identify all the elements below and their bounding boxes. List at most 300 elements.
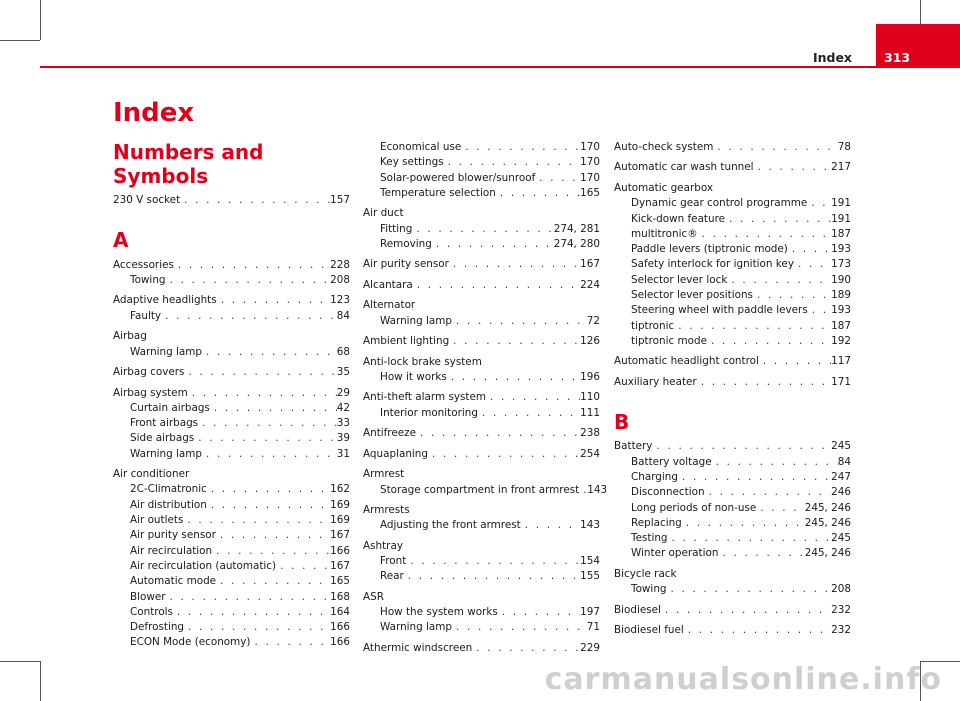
dot-leader [444,155,581,170]
page-number-box [876,24,960,68]
index-entry-row [363,467,600,482]
page-reference: 157 [330,194,350,207]
index-term: Towing [130,273,166,286]
index-entry-row [614,160,851,175]
index-subentry-row [113,513,350,528]
index-term: Automatic mode [130,575,217,588]
page-reference: 31 [336,447,350,460]
index-subentry-row [113,416,350,431]
page-reference: 228 [330,258,350,271]
index-entry-row [363,590,600,605]
index-term: Air outlets [130,514,184,527]
page-reference: 123 [330,294,350,307]
page-reference: 238 [580,427,600,440]
dot-leader [652,439,831,454]
section-gap [113,208,350,228]
index-term: Aquaplaning [363,447,428,460]
index-term: Testing [631,532,668,545]
index-term: Safety interlock for ignition key [631,258,794,271]
index-subentry-row [363,569,600,584]
index-column-1 [113,140,350,651]
index-subentry-row [614,455,851,470]
page-reference: 245, 246 [804,501,851,514]
dot-leader [579,483,587,498]
index-entry [363,426,600,441]
index-term: ASR [363,590,384,603]
index-subentry-row [614,257,851,272]
index-term: Warning lamp [130,447,202,460]
page-reference: 170 [580,141,600,153]
page-reference: 247 [831,470,851,483]
index-entry-row [363,539,600,554]
index-term: Warning lamp [380,314,452,327]
page-reference: 170 [580,156,600,169]
index-entry-row [363,278,600,293]
page-reference: 72 [586,314,600,327]
page-reference: 173 [831,258,851,271]
index-subentry-row [614,303,851,318]
index-subentry-row [113,635,350,650]
dot-leader [807,196,831,211]
index-term: Auxiliary heater [614,375,697,388]
dot-leader [713,140,837,155]
index-entry-row [614,375,851,390]
index-subentry-row [363,605,600,620]
index-term: Air recirculation [130,544,213,557]
index-subentry-row [113,482,350,497]
dot-leader [432,237,554,252]
index-subentry-row [614,273,851,288]
page-reference: 193 [831,243,851,256]
dot-leader [452,620,587,635]
dot-leader [188,386,337,401]
index-term: Rear [380,570,404,583]
index-term: Controls [130,605,173,618]
index-subentry-row [113,401,350,416]
dot-leader [210,401,337,416]
index-entry [614,375,851,390]
page-reference: 117 [831,355,851,368]
page-reference: 167 [330,559,350,572]
index-term: Air recirculation (automatic) [130,559,277,572]
index-subentry-row [614,319,851,334]
index-term: Towing [631,583,667,596]
index-subentry-row [363,483,608,498]
index-column-3 [614,140,851,639]
index-subentry-row [614,582,851,597]
dot-leader [718,546,804,561]
dot-leader [472,641,580,656]
page-reference: 29 [336,386,350,399]
index-term: Automatic headlight control [614,355,759,368]
page-reference: 71 [586,621,600,634]
index-term: tiptronic [631,319,675,332]
page-reference: 42 [336,401,350,414]
page-reference: 232 [831,624,851,637]
watermark: carmanualsonline.info [544,662,942,697]
page-reference: 84 [336,309,350,322]
index-subentry-row [363,314,600,329]
index-entry-row [363,334,600,349]
index-term: Fitting [380,222,413,235]
page-reference: 190 [831,273,851,286]
index-entry [614,623,851,638]
dot-leader [161,309,337,324]
index-term: Blower [130,590,166,603]
index-term: Selector lever positions [631,289,753,302]
running-header-title: Index [812,50,852,65]
index-term: Automatic car wash tunnel [614,161,754,174]
page-reference: 165 [580,186,600,199]
index-entry-row [614,567,851,582]
index-term: Battery [614,440,653,453]
index-entry-row [363,641,600,656]
dot-leader [727,273,831,288]
index-subentry-row [614,227,851,242]
dot-leader [697,375,831,390]
index-entry-row [363,257,600,272]
index-entry [363,641,600,656]
dot-leader [207,498,330,513]
index-term: 2C-Climatronic [130,483,207,496]
page-reference: 187 [831,227,851,240]
index-entry-row [113,329,350,344]
dot-leader [678,470,831,485]
dot-leader [173,605,330,620]
index-subentry-row [614,212,851,227]
index-term: Selector lever lock [631,273,728,286]
dot-leader [416,426,580,441]
index-term: tiptronic mode [631,334,707,347]
dot-leader [712,455,838,470]
index-entry-row [363,298,600,313]
index-entry [113,329,350,360]
index-subentry-row [363,370,600,385]
page-reference: 191 [831,212,851,225]
index-subentry-row [113,273,350,288]
index-subentry-row [113,345,350,360]
page-reference: 171 [831,375,851,388]
page-reference: 245, 246 [804,516,851,529]
index-term: Warning lamp [380,621,452,634]
dot-leader [194,431,336,446]
index-term: multitronic® [631,227,698,240]
page-reference: 187 [831,319,851,332]
index-term: Adjusting the front armrest [380,519,521,532]
index-entry [363,278,600,293]
index-entry-row [113,467,350,482]
index-term: Faulty [130,309,162,322]
index-entry [614,160,851,175]
index-term: Solar-powered blower/sunroof [380,171,536,184]
dot-leader [184,620,330,635]
dot-leader [412,222,553,237]
index-entry [614,603,851,618]
index-term: Adaptive headlights [113,294,217,307]
index-term: 230 V socket [113,194,181,207]
dot-leader [276,559,330,574]
index-entry-row [614,354,851,369]
index-term: Accessories [113,258,174,271]
dot-leader [667,582,832,597]
index-subentry-row [113,431,350,446]
index-term: Air conditioner [113,468,190,481]
index-subentry-row [614,531,851,546]
page-reference: 224 [580,278,600,291]
page-reference: 229 [580,641,600,654]
index-entry [363,539,600,585]
index-entry [363,467,608,498]
index-term: Front airbags [130,417,199,430]
index-term: Charging [631,470,678,483]
dot-leader [180,193,330,208]
index-subentry-row [363,406,600,421]
index-entry [614,439,851,561]
page-reference: 168 [330,590,350,603]
index-entry [363,503,600,534]
dot-leader [428,447,580,462]
index-term: Airbag [113,330,147,343]
dot-leader [216,574,330,589]
dot-leader [753,288,831,303]
index-subentry-row [614,196,851,211]
page-reference: 35 [336,366,350,379]
page-reference: 126 [580,335,600,348]
index-term: Air distribution [130,498,207,511]
dot-leader [166,273,331,288]
index-entry-row [113,293,350,308]
page-reference: 191 [831,197,851,210]
index-term: Interior monitoring [380,406,478,419]
index-term: Anti-lock brake system [363,355,482,368]
index-entry-row [614,439,851,454]
dot-leader [461,140,580,155]
index-entry [113,365,350,380]
dot-leader [759,354,831,369]
page-reference: 254 [580,447,600,460]
index-subentry-row [113,590,350,605]
index-term: Air purity sensor [363,258,449,271]
page-reference: 68 [336,345,350,358]
page-reference: 164 [330,605,350,618]
dot-leader [486,390,580,405]
page-reference: 143 [587,483,608,496]
index-term: Auto-check system [614,141,714,153]
page-reference: 78 [837,141,851,153]
index-entry [363,257,600,272]
index-entry-row [113,386,350,401]
letter-heading: B [614,410,630,435]
index-subentry-row [113,605,350,620]
index-subentry-row [363,237,600,252]
dot-leader [661,603,831,618]
crop-mark [0,40,40,41]
index-term: Side airbags [130,432,195,445]
index-entry [363,298,600,329]
page-reference: 33 [336,417,350,430]
index-entry [113,467,350,651]
page-reference: 197 [580,606,600,619]
index-subentry-row [614,501,851,516]
index-entry [113,386,350,462]
index-term: How it works [380,370,447,383]
letter-heading: A [113,228,129,253]
page-reference: 162 [330,483,350,496]
index-entry [363,334,600,349]
index-entry-row [614,181,851,196]
index-term: Curtain airbags [130,401,210,414]
index-entry-row [363,447,600,462]
dot-leader [535,171,580,186]
index-term: Bicycle rack [614,567,677,580]
dot-leader [202,447,337,462]
section-heading: Numbers and Symbols [113,140,264,188]
index-term: Storage compartment in front armrest [380,483,580,496]
index-subentry-row [363,186,600,201]
index-subentry-row [113,620,350,635]
page-reference: 170 [580,171,600,184]
index-term: Airbag covers [113,366,185,379]
index-entry [363,140,600,201]
index-subentry-row [113,559,350,574]
index-entry-row [113,365,350,380]
index-entry [614,354,851,369]
page-reference: 217 [831,161,851,174]
crop-mark [0,661,40,662]
index-term: Winter operation [631,547,719,560]
page-reference: 169 [330,498,350,511]
index-term: Biodiesel [614,603,661,616]
dot-leader [166,590,331,605]
index-subentry-row [113,544,350,559]
index-entry-row [614,623,851,638]
index-term: Air duct [363,207,404,220]
index-term: Antifreeze [363,427,416,440]
page-reference: 274, 281 [553,222,600,235]
index-entry [363,447,600,462]
index-term: Automatic gearbox [614,181,713,194]
index-entry-row [363,503,600,518]
dot-leader [668,531,832,546]
index-subentry-row [614,288,851,303]
index-term: Removing [380,237,432,250]
dot-leader [449,334,580,349]
index-term: Armrest [363,468,405,481]
dot-leader [478,406,580,421]
index-subentry-row [363,140,600,155]
index-entry-row [363,355,600,370]
index-term: Biodiesel fuel [614,624,684,637]
index-term: Long periods of non-use [631,501,757,514]
page-reference: 232 [831,603,851,616]
index-subentry-row [363,554,600,569]
page-reference: 166 [330,621,350,634]
dot-leader [406,554,580,569]
dot-leader [707,334,831,349]
page-reference: 166 [330,636,350,649]
index-subentry-row [113,528,350,543]
page-reference: 167 [330,529,350,542]
index-term: Alternator [363,299,416,312]
dot-leader [174,258,330,273]
index-entry [363,390,600,421]
index-term: Economical use [380,141,462,153]
page-reference: 143 [580,519,600,532]
dot-leader [674,319,831,334]
index-entry-row [113,193,350,208]
dot-leader [183,513,330,528]
index-subentry-row [363,518,600,533]
dot-leader [496,186,580,201]
dot-leader [212,544,330,559]
dot-leader [216,528,330,543]
index-term: Disconnection [631,486,705,499]
page-reference: 167 [580,258,600,271]
dot-leader [756,501,804,516]
dot-leader [452,314,587,329]
page-reference: 165 [330,575,350,588]
index-entry-row [614,140,851,155]
index-subentry-row [113,309,350,324]
index-term: Key settings [380,156,444,169]
page-reference: 196 [580,370,600,383]
index-entry [363,590,600,636]
index-term: Air purity sensor [130,529,216,542]
index-entry [113,258,350,289]
index-subentry-row [363,620,600,635]
page-reference: 154 [580,555,600,568]
dot-leader [202,345,337,360]
dot-leader [198,416,337,431]
index-subentry-row [614,546,851,561]
index-entry [363,206,600,252]
index-entry-row [363,206,600,221]
page-reference: 208 [330,273,350,286]
dot-leader [404,569,580,584]
dot-leader [521,518,580,533]
dot-leader [184,365,336,380]
page-reference: 155 [580,570,600,583]
page-reference: 110 [580,391,600,404]
section-gap [614,390,851,410]
page-reference: 111 [580,406,600,419]
index-term: Anti-theft alarm system [363,391,487,404]
index-entry [614,181,851,349]
page-reference: 169 [330,514,350,527]
page-reference: 274, 280 [553,237,600,250]
index-entry [363,355,600,386]
index-term: Warning lamp [130,345,202,358]
dot-leader [705,485,832,500]
dot-leader [788,242,831,257]
dot-leader [250,635,330,650]
dot-leader [698,227,832,242]
page-reference: 192 [831,334,851,347]
index-entry-row [363,426,600,441]
index-subentry-row [363,155,600,170]
index-entry-row [113,258,350,273]
index-subentry-row [113,498,350,513]
index-subentry-row [614,242,851,257]
dot-leader [794,257,831,272]
index-term: Ashtray [363,539,403,552]
index-subentry-row [614,334,851,349]
index-subentry-row [113,447,350,462]
dot-leader [447,370,580,385]
page-reference: 166 [330,544,350,557]
index-term: Paddle levers (tiptronic mode) [631,243,788,256]
dot-leader [207,482,330,497]
